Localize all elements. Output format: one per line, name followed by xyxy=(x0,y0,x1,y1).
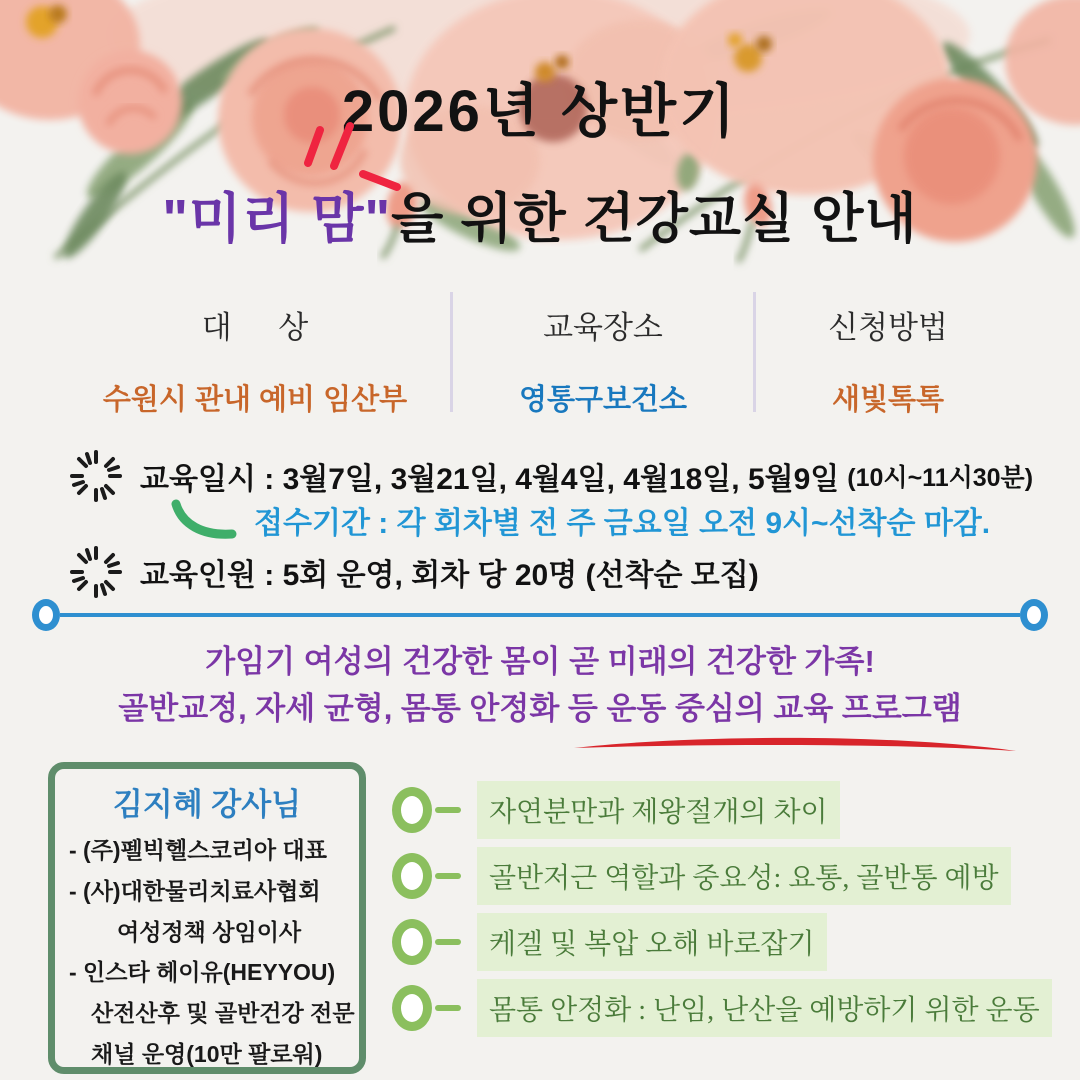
credential-line: - 인스타 헤이유(HEYYOU) xyxy=(69,959,336,986)
sparkle-icon xyxy=(70,546,122,598)
schedule-row xyxy=(70,450,1033,502)
schedule-text: 교육일시 : 3월7일, 3월21일, 4월4일, 4월18일, 5월9일 xyxy=(140,463,840,496)
subtitle-highlight: "미리 맘" xyxy=(162,189,392,249)
subtitle-rest: 을 위한 건강교실 안내 xyxy=(391,189,918,249)
topic-text: 몸통 안정화 : 난임, 난산을 예방하기 위한 운동 xyxy=(477,979,1052,1037)
place-value: 영통구보건소 xyxy=(518,384,688,416)
schedule-time: (10시~11시30분) xyxy=(847,464,1034,492)
swoosh-arrow-icon xyxy=(168,498,240,542)
bullet-dash-icon xyxy=(435,807,461,813)
timeline-line xyxy=(60,613,1020,617)
bullet-dash-icon xyxy=(435,1005,461,1011)
bullet-dash-icon xyxy=(435,873,461,879)
target-value: 수원시 관내 예비 임산부 xyxy=(102,384,408,416)
registration-text: 접수기간 : 각 회차별 전 주 금요일 오전 9시~선착순 마감. xyxy=(254,507,991,540)
instructor-name: 김지혜 강사님 xyxy=(112,787,302,822)
slogan-line1: 가임기 여성의 건강한 몸이 곧 미래의 건강한 가족! xyxy=(205,644,875,679)
apply-value: 새빛톡톡 xyxy=(831,384,945,416)
info-col-apply xyxy=(756,290,1020,416)
slogan-line2: 골반교정, 자세 균형, 몸통 안정화 등 운동 중심의 교육 프로그램 xyxy=(118,691,962,726)
credential-line: 산전산후 및 골반건강 전문 xyxy=(91,1000,355,1026)
poster-subtitle xyxy=(0,176,1080,253)
info-columns xyxy=(60,290,1020,416)
info-col-target xyxy=(60,290,450,416)
topic-row xyxy=(392,850,1068,902)
bullet-ring-icon xyxy=(392,985,432,1031)
topic-row xyxy=(392,916,1068,968)
topic-text: 골반저근 역할과 중요성: 요통, 골반통 예방 xyxy=(477,847,1011,905)
topic-row xyxy=(392,982,1068,1034)
bullet-ring-icon xyxy=(392,853,432,899)
info-col-place xyxy=(453,290,753,416)
timeline-divider xyxy=(32,600,1048,630)
capacity-text: 교육인원 : 5회 운영, 회차 당 20명 (선착순 모집) xyxy=(140,559,759,592)
bullet-ring-icon xyxy=(392,787,432,833)
credential-line: 채널 운영(10만 팔로워) xyxy=(91,1040,323,1067)
credential-line: 여성정책 상임이사 xyxy=(117,918,302,945)
topic-text: 케겔 및 복압 오해 바로잡기 xyxy=(477,913,827,971)
registration-row xyxy=(168,498,990,542)
brush-underline-icon xyxy=(570,731,1020,759)
capacity-row xyxy=(70,546,759,598)
instructor-box xyxy=(48,762,366,1074)
bullet-ring-icon xyxy=(392,919,432,965)
target-label: 대 상 xyxy=(201,310,309,345)
topic-text: 자연분만과 제왕절개의 차이 xyxy=(477,781,840,839)
timeline-ring-icon xyxy=(1020,599,1048,631)
sparkle-icon xyxy=(70,450,122,502)
credential-line: - (사)대한물리치료사협회 xyxy=(69,877,321,904)
timeline-ring-icon xyxy=(32,599,60,631)
bullet-dash-icon xyxy=(435,939,461,945)
credential-line: - (주)펠빅헬스코리아 대표 xyxy=(69,837,327,863)
apply-label: 신청방법 xyxy=(828,310,948,345)
slogan xyxy=(0,638,1080,732)
place-label: 교육장소 xyxy=(543,310,663,345)
poster-title: 2026년 상반기 xyxy=(341,79,739,144)
topic-list xyxy=(392,784,1068,1048)
topic-row xyxy=(392,784,1068,836)
